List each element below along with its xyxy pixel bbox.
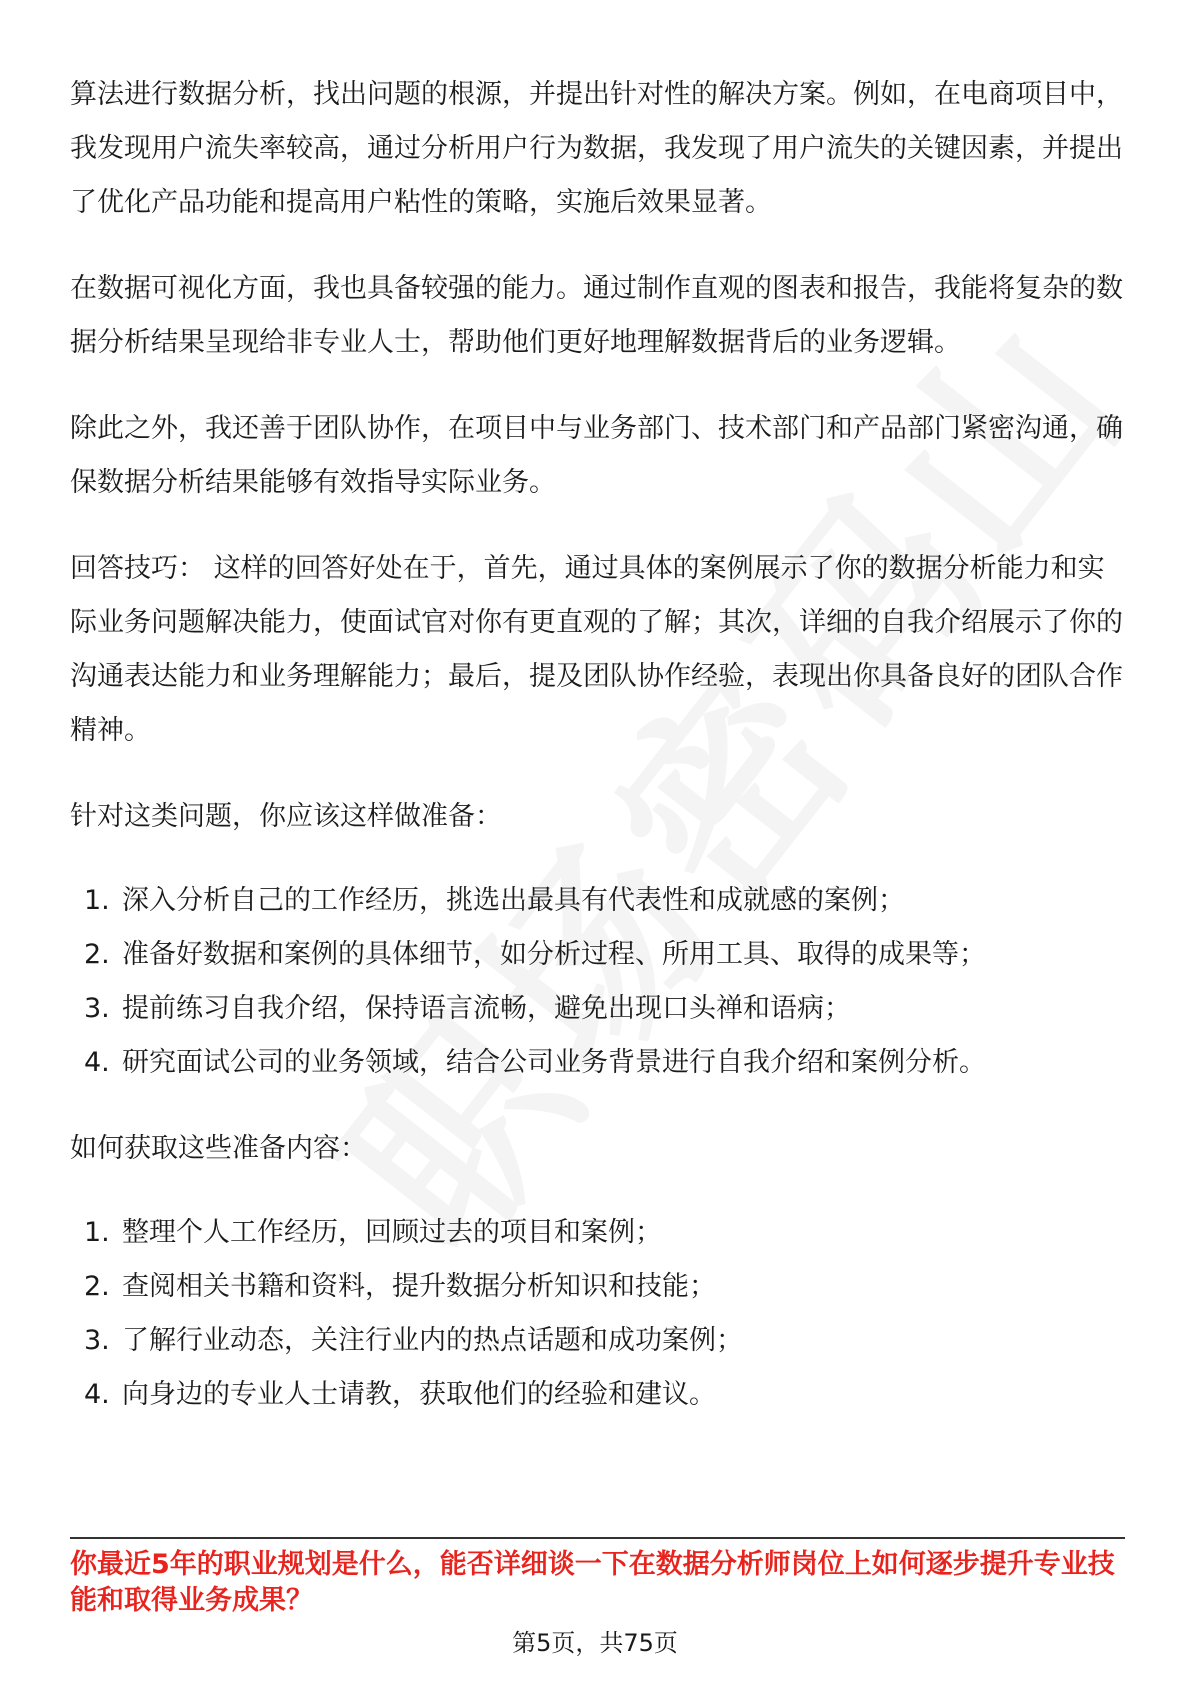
list-item-text: 向身边的专业人士请教，获取他们的经验和建议。	[122, 1379, 716, 1410]
list-item	[70, 1206, 1125, 1260]
list-item	[70, 928, 1125, 982]
acquire-list	[70, 1206, 1125, 1422]
list-item	[70, 1314, 1125, 1368]
list-item-number: 3.	[84, 1325, 110, 1356]
next-question-heading: 你最近5年的职业规划是什么，能否详细谈一下在数据分析师岗位上如何逐步提升专业技能和取得业务成果？	[70, 1549, 1115, 1616]
list-item	[70, 1260, 1125, 1314]
paragraph-answer-tips: 回答技巧： 这样的回答好处在于，首先，通过具体的案例展示了你的数据分析能力和实际业务问题解决能力，使面试官对你有更直观的了解；其次，详细的自我介绍展示了你的沟通表达能力和业务理解能力；最后，提及团队协作经验，表现出你具备良好的团队合作精神。	[70, 553, 1123, 746]
list-item	[70, 1036, 1125, 1090]
list-item	[70, 874, 1125, 928]
list-item-number: 2.	[84, 939, 110, 970]
list-item-number: 2.	[84, 1271, 110, 1302]
section-divider	[70, 1537, 1125, 1539]
list-item-text: 研究面试公司的业务领域，结合公司业务背景进行自我介绍和案例分析。	[122, 1047, 986, 1078]
list-item	[70, 1368, 1125, 1422]
list-item-text: 准备好数据和案例的具体细节，如分析过程、所用工具、取得的成果等；	[122, 939, 986, 970]
list-item-text: 提前练习自我介绍，保持语言流畅，避免出现口头禅和语病；	[122, 993, 851, 1024]
list-item-number: 1.	[84, 1217, 110, 1248]
list-item	[70, 982, 1125, 1036]
list-item-number: 1.	[84, 885, 110, 916]
prep-heading: 针对这类问题，你应该这样做准备：	[70, 801, 502, 832]
list-item-number: 4.	[84, 1379, 110, 1410]
paragraph-analysis-example: 算法进行数据分析，找出问题的根源，并提出针对性的解决方案。例如，在电商项目中，我发现用户流失率较高，通过分析用户行为数据，我发现了用户流失的关键因素，并提出了优化产品功能和提高用户粘性的策略，实施后效果显著。	[70, 79, 1123, 218]
paragraph-visualization: 在数据可视化方面，我也具备较强的能力。通过制作直观的图表和报告，我能将复杂的数据分析结果呈现给非专业人士，帮助他们更好地理解数据背后的业务逻辑。	[70, 273, 1123, 358]
acquire-heading: 如何获取这些准备内容：	[70, 1133, 367, 1164]
list-item-number: 4.	[84, 1047, 110, 1078]
list-item-text: 了解行业动态，关注行业内的热点话题和成功案例；	[122, 1325, 743, 1356]
page-number: 第5页，共75页	[512, 1629, 678, 1657]
document-body	[70, 68, 1125, 1454]
paragraph-teamwork: 除此之外，我还善于团队协作，在项目中与业务部门、技术部门和产品部门紧密沟通，确保数据分析结果能够有效指导实际业务。	[70, 413, 1123, 498]
list-item-text: 整理个人工作经历，回顾过去的项目和案例；	[122, 1217, 662, 1248]
list-item-text: 查阅相关书籍和资料，提升数据分析知识和技能；	[122, 1271, 716, 1302]
list-item-number: 3.	[84, 993, 110, 1024]
list-item-text: 深入分析自己的工作经历，挑选出最具有代表性和成就感的案例；	[122, 885, 905, 916]
prep-list	[70, 874, 1125, 1090]
